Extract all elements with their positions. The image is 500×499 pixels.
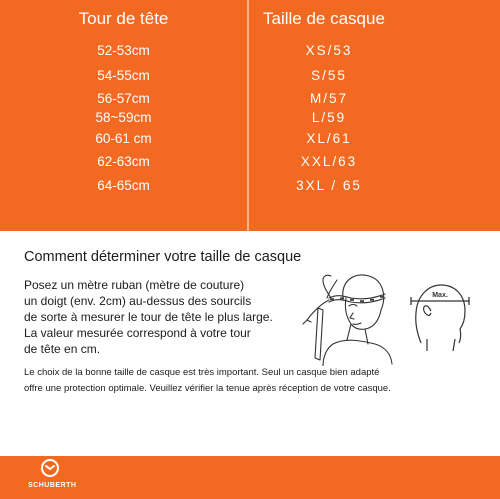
max-label: Max.: [432, 292, 448, 299]
fit-note: [24, 365, 391, 397]
instruction-line: Posez un mètre ruban (mètre de couture): [24, 278, 245, 292]
size-table: [0, 0, 500, 231]
instruction-line: de tête en cm.: [24, 342, 101, 356]
head-size-cell: 58~59cm: [95, 110, 152, 125]
helmet-size-cell: S/55: [311, 68, 347, 83]
measurement-title: Comment déterminer votre taille de casque: [24, 249, 302, 265]
helmet-size-cell: XL/61: [306, 131, 352, 146]
helmet-size-cell: XXL/63: [300, 154, 358, 169]
head-size-cell: 64-65cm: [97, 178, 150, 193]
helmet-size-header: Taille de casque: [263, 9, 385, 28]
helmet-size-cell: XS/53: [305, 43, 353, 58]
schuberth-logo-icon: [40, 458, 60, 478]
table-row: [0, 154, 500, 176]
instruction-line: La valeur mesurée correspond à votre tour: [24, 326, 251, 340]
helmet-size-cell: L/59: [311, 110, 347, 125]
instruction-line: de sorte à mesurer le tour de tête le plus large.: [24, 310, 273, 324]
head-size-cell: 56-57cm: [97, 91, 150, 106]
head-size-cell: 52-53cm: [97, 43, 150, 58]
note-line: offre une protection optimale. Veuillez vérifier la tenue après réception de votre casque.: [24, 383, 391, 394]
table-row: [0, 131, 500, 153]
measurement-instructions: [24, 277, 296, 357]
helmet-size-cell: M/57: [309, 91, 348, 106]
footer-bar: [0, 456, 500, 499]
head-circumference-header: Tour de tête: [78, 9, 169, 28]
helmet-size-cell: 3XL / 65: [296, 178, 362, 193]
head-size-cell: 62-63cm: [97, 154, 150, 169]
table-row: [0, 110, 500, 132]
brand-name: SCHUBERTH: [28, 482, 77, 489]
instruction-line: un doigt (env. 2cm) au-dessus des sourcils: [24, 294, 252, 308]
head-size-cell: 60-61 cm: [95, 131, 152, 146]
measuring-person-illustration: [293, 258, 393, 366]
table-row: [0, 68, 500, 90]
head-max-diagram: [403, 273, 475, 351]
table-row: [0, 43, 500, 65]
table-row: [0, 178, 500, 200]
note-line: Le choix de la bonne taille de casque est très important. Seul un casque bien adapté: [24, 367, 380, 378]
head-size-cell: 54-55cm: [97, 68, 150, 83]
